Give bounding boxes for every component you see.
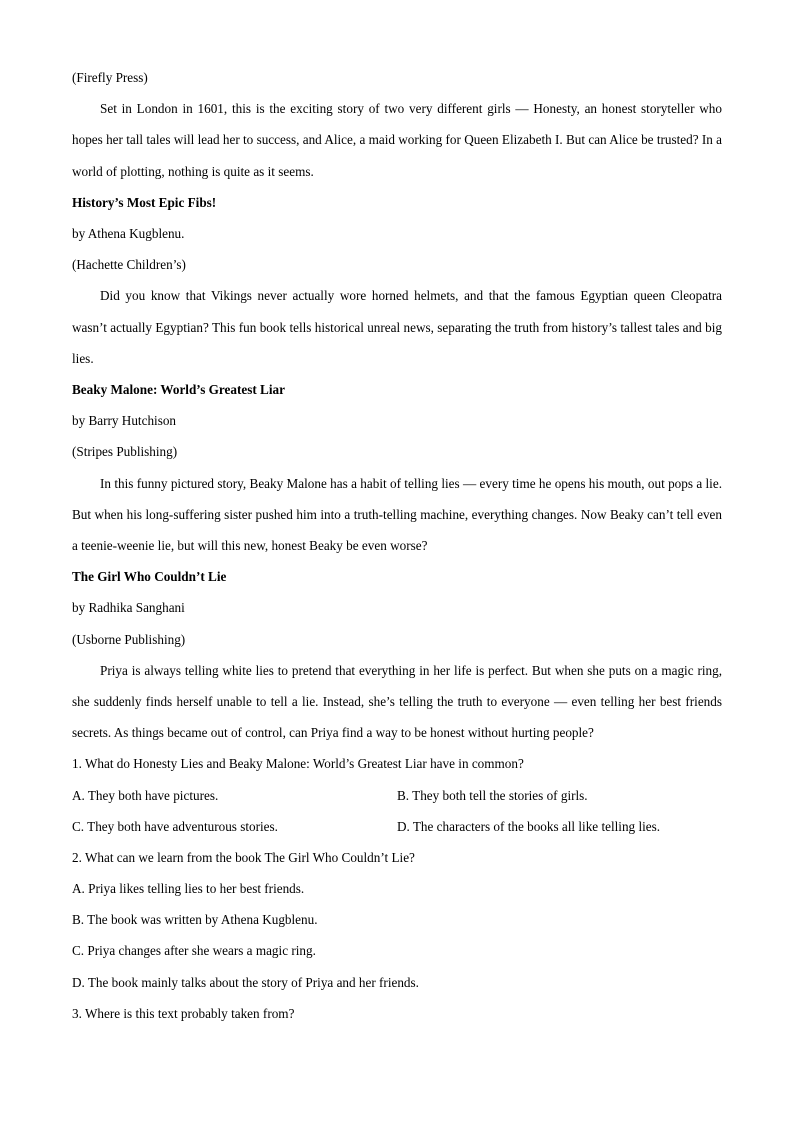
option-c: C. They both have adventurous stories. xyxy=(72,818,278,834)
book-author: by Radhika Sanghani xyxy=(72,600,185,616)
option-row xyxy=(72,811,722,842)
book-description: Set in London in 1601, this is the exciting story of two very different girls — Honesty, an honest storyteller who hopes her tall tales will lead her to success, and Alice, a maid working for Queen Elizabeth I. But can Alice be trusted? In a world of plotting, nothing is quite as it seems. xyxy=(72,101,722,179)
option-row xyxy=(72,780,722,811)
book-publisher: (Hachette Children’s) xyxy=(72,257,186,273)
option-b: B. The book was written by Athena Kugblenu. xyxy=(72,912,318,928)
book-publisher: (Firefly Press) xyxy=(72,70,148,85)
book-title: Beaky Malone: World’s Greatest Liar xyxy=(72,381,285,397)
book-description: In this funny pictured story, Beaky Malone has a habit of telling lies — every time he opens his mouth, out pops a lie. But when his long-suffering sister pushed him into a truth-telling machine, everything changes. Now Beaky can’t tell even a teenie-weenie lie, but will this new, honest Beaky be even worse? xyxy=(72,475,722,553)
book-publisher: (Stripes Publishing) xyxy=(72,444,178,460)
option-d: D. The characters of the books all like telling lies. xyxy=(397,818,661,834)
question-stem: 3. Where is this text probably taken from? xyxy=(72,1005,295,1021)
option-a: A. Priya likes telling lies to her best friends. xyxy=(72,881,305,897)
book-title: History’s Most Epic Fibs! xyxy=(72,194,217,210)
book-author: by Athena Kugblenu. xyxy=(72,225,185,241)
book-description: Did you know that Vikings never actually wore horned helmets, and that the famous Egyptian queen Cleopatra wasn’t actually Egyptian? This fun book tells historical unreal news, separating the truth from history’s tallest tales and big lies. xyxy=(72,288,722,366)
book-author: by Barry Hutchison xyxy=(72,413,177,429)
book-description: Priya is always telling white lies to pretend that everything in her life is perfect. But when she puts on a magic ring, she suddenly finds herself unable to tell a lie. Instead, she’s telling the truth to everyone — even telling her best friends secrets. As things became out of control, can Priya find a way to be honest without hurting people? xyxy=(72,662,722,741)
option-c: C. Priya changes after she wears a magic ring. xyxy=(72,943,316,959)
option-d: D. The book mainly talks about the story of Priya and her friends. xyxy=(72,974,419,990)
question-stem: 1. What do Honesty Lies and Beaky Malone: World’s Greatest Liar have in common? xyxy=(72,756,524,772)
book-publisher: (Usborne Publishing) xyxy=(72,631,186,647)
book-title: The Girl Who Couldn’t Lie xyxy=(72,569,227,585)
option-a: A. They both have pictures. xyxy=(72,787,219,803)
option-b: B. They both tell the stories of girls. xyxy=(397,787,588,803)
document-page xyxy=(72,62,722,1029)
question-stem: 2. What can we learn from the book The Girl Who Couldn’t Lie? xyxy=(72,849,415,865)
